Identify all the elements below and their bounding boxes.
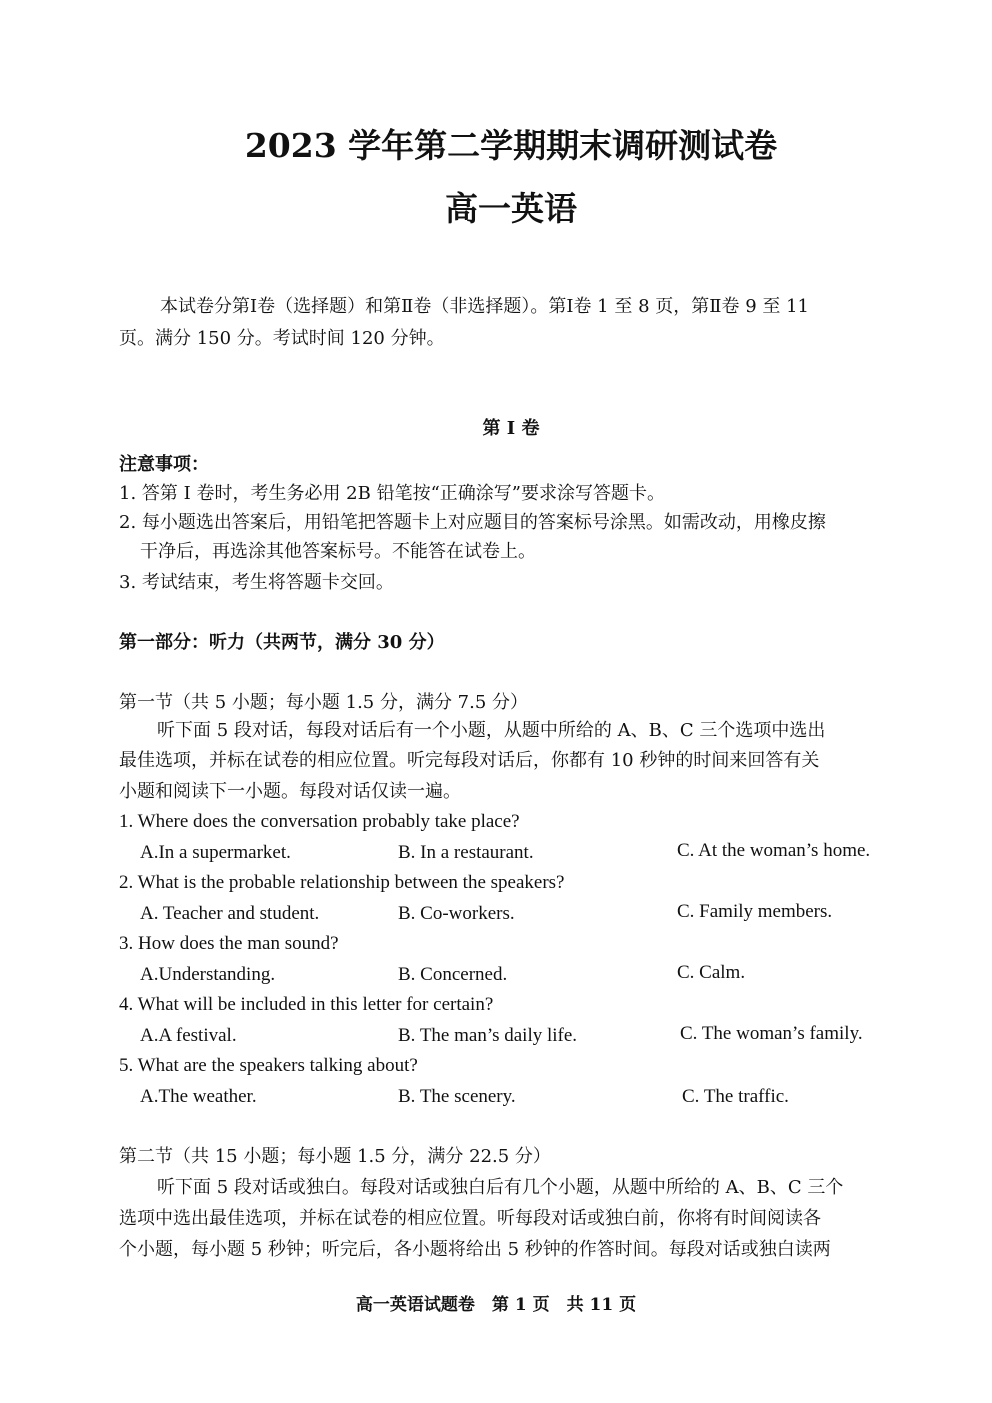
question-3-option-a: A.Understanding.	[140, 964, 276, 985]
question-3-option-b: B. Concerned.	[398, 964, 508, 985]
section-2-instruction-3: 个小题，每小题 5 秒钟；听完后，各小题将给出 5 秒钟的作答时间。每段对话或独白读两	[119, 1239, 831, 1260]
note-item-2-line-1: 2. 每小题选出答案后，用铅笔把答题卡上对应题目的答案标号涂黑。如需改动，用橡皮擦	[119, 512, 826, 533]
question-4-option-a: A.A festival.	[140, 1025, 237, 1046]
page-footer: 高一英语试题卷 第 1 页 共 11 页	[355, 1295, 637, 1315]
subject-title: 高一英语	[445, 189, 577, 228]
intro-line-1: 本试卷分第Ⅰ卷（选择题）和第Ⅱ卷（非选择题）。第Ⅰ卷 1 至 8 页，第Ⅱ卷 9 至 11	[160, 296, 809, 317]
note-item-3: 3. 考试结束，考生将答题卡交回。	[119, 572, 394, 593]
note-item-1: 1. 答第 I 卷时，考生务必用 2B 铅笔按“正确涂写”要求涂写答题卡。	[119, 483, 665, 504]
note-item-2-line-2: 干净后，再选涂其他答案标号。不能答在试卷上。	[140, 541, 536, 562]
question-1-stem: 1. Where does the conversation probably take place?	[119, 811, 520, 832]
exam-title: 2023 学年第二学期期末调研测试卷	[244, 126, 778, 165]
question-1-option-a: A.In a supermarket.	[140, 842, 291, 863]
question-5-option-b: B. The scenery.	[398, 1086, 516, 1107]
question-4-stem: 4. What will be included in this letter for certain?	[119, 994, 494, 1015]
section-1-heading: 第一节（共 5 小题；每小题 1.5 分，满分 7.5 分）	[119, 692, 529, 713]
question-3-stem: 3. How does the man sound?	[119, 933, 339, 954]
question-5-option-c: C. The traffic.	[682, 1086, 789, 1107]
question-1-option-c: C. At the woman’s home.	[677, 840, 871, 861]
question-4-option-c: C. The woman’s family.	[680, 1023, 863, 1044]
section-1-instruction-3: 小题和阅读下一小题。每段对话仅读一遍。	[119, 781, 461, 802]
question-1-option-b: B. In a restaurant.	[398, 842, 534, 863]
section-2-instruction-2: 选项中选出最佳选项，并标在试卷的相应位置。听每段对话或独白前，你将有时间阅读各	[119, 1208, 821, 1229]
part-1-heading: 第一部分：听力（共两节，满分 30 分）	[119, 632, 445, 653]
question-5-option-a: A.The weather.	[140, 1086, 257, 1107]
question-2-stem: 2. What is the probable relationship between the speakers?	[119, 872, 565, 893]
intro-line-2: 页。满分 150 分。考试时间 120 分钟。	[119, 328, 445, 349]
question-4-option-b: B. The man’s daily life.	[398, 1025, 578, 1046]
question-5-stem: 5. What are the speakers talking about?	[119, 1055, 418, 1076]
section-2-instruction-1: 听下面 5 段对话或独白。每段对话或独白后有几个小题，从题中所给的 A、B、C 三个	[157, 1177, 844, 1198]
notes-heading: 注意事项：	[119, 454, 209, 475]
question-2-option-a: A. Teacher and student.	[140, 903, 320, 924]
question-3-option-c: C. Calm.	[677, 962, 746, 983]
volume-heading: 第 I 卷	[482, 418, 540, 439]
section-1-instruction-2: 最佳选项，并标在试卷的相应位置。听完每段对话后，你都有 10 秒钟的时间来回答有关	[119, 750, 820, 771]
question-2-option-b: B. Co-workers.	[398, 903, 515, 924]
section-1-instruction-1: 听下面 5 段对话，每段对话后有一个小题，从题中所给的 A、B、C 三个选项中选出	[157, 720, 826, 741]
section-2-heading: 第二节（共 15 小题；每小题 1.5 分，满分 22.5 分）	[119, 1146, 551, 1167]
question-2-option-c: C. Family members.	[677, 901, 833, 922]
